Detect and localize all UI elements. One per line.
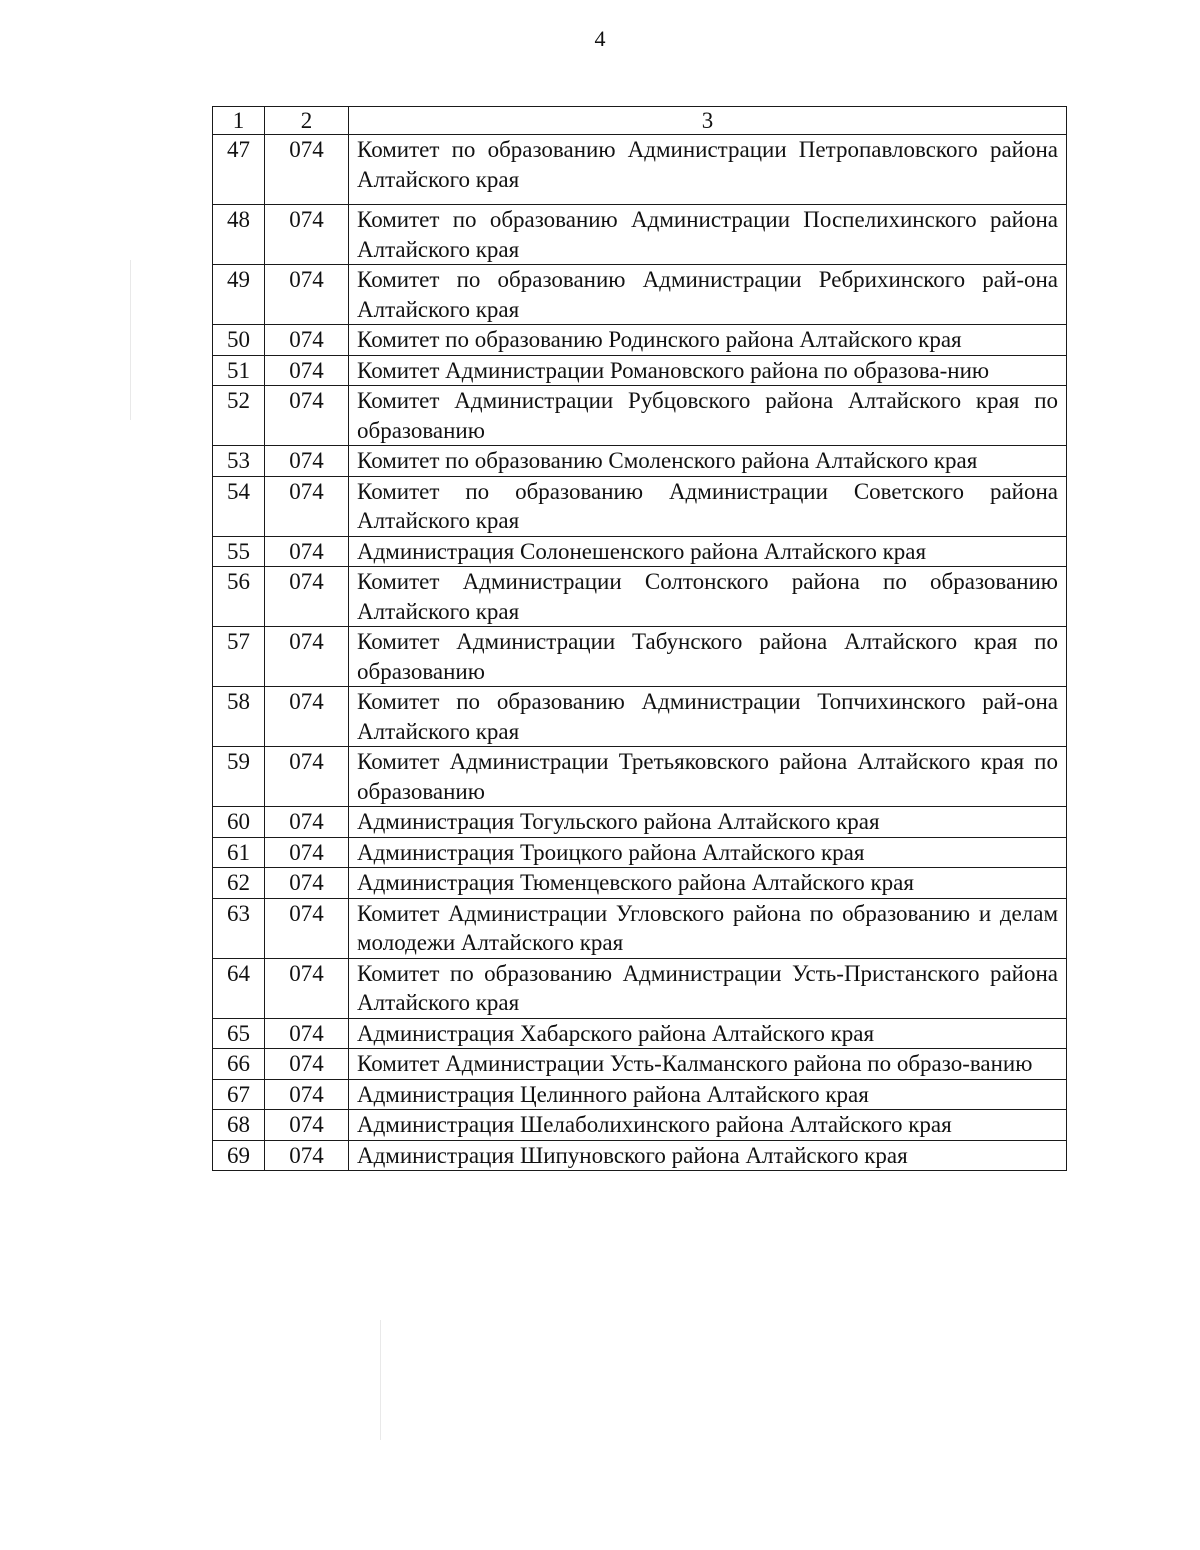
row-code: 074 <box>265 536 349 567</box>
row-number: 68 <box>213 1110 265 1141</box>
row-name: Администрация Солонешенского района Алтайского края <box>349 536 1067 567</box>
row-name: Комитет по образованию Администрации Поспелихинского района Алтайского края <box>349 205 1067 265</box>
row-code: 074 <box>265 627 349 687</box>
row-name: Комитет по образованию Родинского района Алтайского края <box>349 325 1067 356</box>
scan-artifact-line <box>130 260 131 420</box>
row-number: 64 <box>213 958 265 1018</box>
row-name: Администрация Троицкого района Алтайского края <box>349 837 1067 868</box>
table-row <box>213 265 1067 325</box>
row-name: Комитет по образованию Администрации Советского района Алтайского края <box>349 476 1067 536</box>
row-name: Администрация Тогульского района Алтайского края <box>349 807 1067 838</box>
table-row <box>213 355 1067 386</box>
row-code: 074 <box>265 325 349 356</box>
row-code: 074 <box>265 446 349 477</box>
row-code: 074 <box>265 868 349 899</box>
row-code: 074 <box>265 1140 349 1171</box>
row-code: 074 <box>265 135 349 205</box>
row-name: Комитет Администрации Табунского района Алтайского края по образованию <box>349 627 1067 687</box>
row-code: 074 <box>265 1018 349 1049</box>
table-row <box>213 536 1067 567</box>
row-number: 49 <box>213 265 265 325</box>
row-code: 074 <box>265 837 349 868</box>
row-number: 59 <box>213 747 265 807</box>
row-code: 074 <box>265 687 349 747</box>
table-row <box>213 627 1067 687</box>
row-name: Комитет Администрации Угловского района по образованию и делам молодежи Алтайского края <box>349 898 1067 958</box>
row-number: 65 <box>213 1018 265 1049</box>
table-row <box>213 837 1067 868</box>
row-name: Администрация Целинного района Алтайского края <box>349 1079 1067 1110</box>
table-row <box>213 567 1067 627</box>
row-number: 57 <box>213 627 265 687</box>
header-col-1: 1 <box>213 107 265 135</box>
table-row <box>213 807 1067 838</box>
row-number: 55 <box>213 536 265 567</box>
row-number: 51 <box>213 355 265 386</box>
table-row <box>213 476 1067 536</box>
row-number: 50 <box>213 325 265 356</box>
row-code: 074 <box>265 386 349 446</box>
header-col-3: 3 <box>349 107 1067 135</box>
table-row <box>213 325 1067 356</box>
row-name: Администрация Шипуновского района Алтайского края <box>349 1140 1067 1171</box>
row-code: 074 <box>265 476 349 536</box>
table-row <box>213 1140 1067 1171</box>
table-row <box>213 386 1067 446</box>
table-row <box>213 1110 1067 1141</box>
row-name: Администрация Шелаболихинского района Алтайского края <box>349 1110 1067 1141</box>
document-table <box>212 106 1067 1171</box>
table-row <box>213 687 1067 747</box>
table-row <box>213 1049 1067 1080</box>
table-row <box>213 205 1067 265</box>
row-number: 67 <box>213 1079 265 1110</box>
scan-artifact-line <box>380 1320 381 1440</box>
table-header <box>213 107 1067 135</box>
row-number: 53 <box>213 446 265 477</box>
table-row <box>213 1018 1067 1049</box>
table-row <box>213 135 1067 205</box>
row-number: 62 <box>213 868 265 899</box>
table-row <box>213 1079 1067 1110</box>
row-number: 58 <box>213 687 265 747</box>
row-name: Комитет Администрации Рубцовского района Алтайского края по образованию <box>349 386 1067 446</box>
row-name: Комитет Администрации Усть-Калманского района по образо-ванию <box>349 1049 1067 1080</box>
row-number: 60 <box>213 807 265 838</box>
row-number: 61 <box>213 837 265 868</box>
row-number: 56 <box>213 567 265 627</box>
row-number: 63 <box>213 898 265 958</box>
row-name: Комитет по образованию Администрации Ребрихинского рай-она Алтайского края <box>349 265 1067 325</box>
row-name: Администрация Хабарского района Алтайского края <box>349 1018 1067 1049</box>
table-row <box>213 747 1067 807</box>
page-number: 4 <box>594 26 606 51</box>
row-code: 074 <box>265 1110 349 1141</box>
row-code: 074 <box>265 355 349 386</box>
row-code: 074 <box>265 1049 349 1080</box>
row-name: Комитет по образованию Администрации Усть-Пристанского района Алтайского края <box>349 958 1067 1018</box>
table-row <box>213 958 1067 1018</box>
row-code: 074 <box>265 747 349 807</box>
row-name: Администрация Тюменцевского района Алтайского края <box>349 868 1067 899</box>
table-row <box>213 868 1067 899</box>
row-name: Комитет Администрации Романовского района по образова-нию <box>349 355 1067 386</box>
row-name: Комитет Администрации Третьяковского района Алтайского края по образованию <box>349 747 1067 807</box>
row-code: 074 <box>265 567 349 627</box>
row-number: 66 <box>213 1049 265 1080</box>
row-code: 074 <box>265 898 349 958</box>
row-name: Комитет Администрации Солтонского района по образованию Алтайского края <box>349 567 1067 627</box>
row-number: 48 <box>213 205 265 265</box>
header-col-2: 2 <box>265 107 349 135</box>
row-number: 54 <box>213 476 265 536</box>
row-name: Комитет по образованию Администрации Петропавловского района Алтайского края <box>349 135 1067 205</box>
row-number: 47 <box>213 135 265 205</box>
table-row <box>213 898 1067 958</box>
row-code: 074 <box>265 265 349 325</box>
row-code: 074 <box>265 1079 349 1110</box>
row-code: 074 <box>265 807 349 838</box>
table-header-row <box>213 107 1067 135</box>
row-number: 52 <box>213 386 265 446</box>
table-row <box>213 446 1067 477</box>
row-number: 69 <box>213 1140 265 1171</box>
row-name: Комитет по образованию Администрации Топчихинского рай-она Алтайского края <box>349 687 1067 747</box>
row-name: Комитет по образованию Смоленского района Алтайского края <box>349 446 1067 477</box>
row-code: 074 <box>265 958 349 1018</box>
table-body <box>213 135 1067 1171</box>
row-code: 074 <box>265 205 349 265</box>
